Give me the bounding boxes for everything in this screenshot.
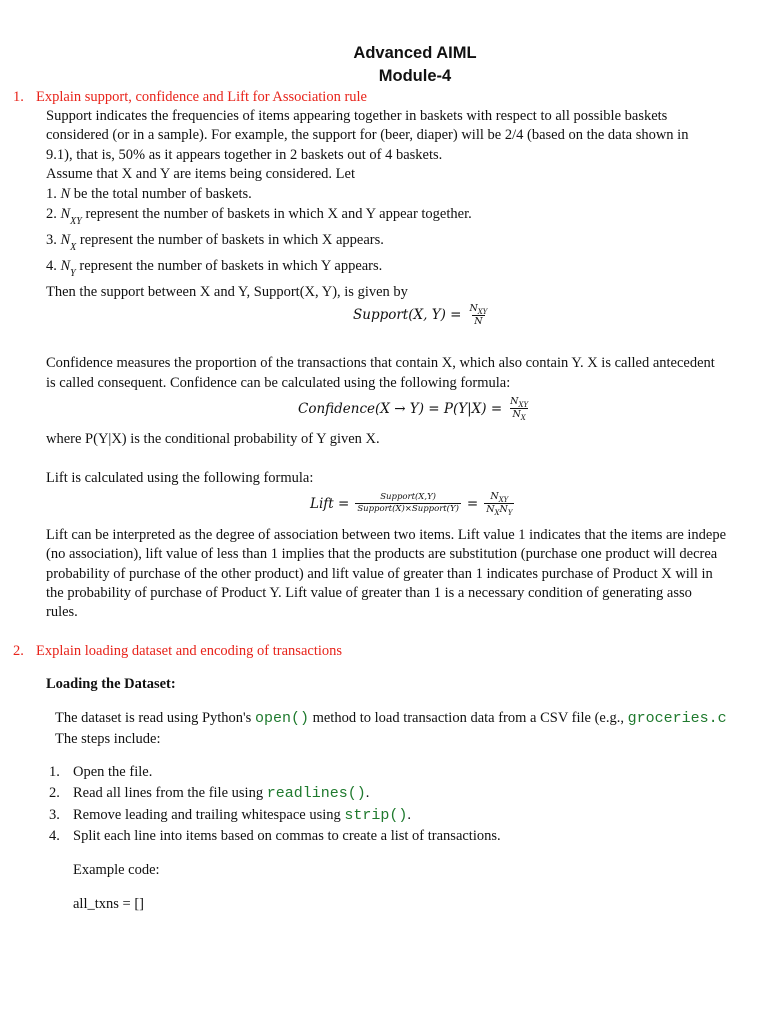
lift-count-fraction: $\frac{N_{XY}}{N_XN_Y}$ [486,491,513,517]
document-subtitle: Module-4 [378,67,452,85]
code-open: open() [254,710,309,727]
confidence-formula: Confidence(X → Y) = P(Y|X) = $\frac{N_{XY}}{N_X}$ [298,396,529,422]
dataset-intro-line-1: The dataset is read using Python's open() method to load transaction data from a CSV file (e.g., groceries.c [55,710,727,727]
question-1-number: 1. [13,89,24,105]
lift-support-fraction: $\frac{\text{Support(X,Y)}}{\text{Support(X)×Support(Y)}}$ [357,492,459,514]
question-2-number: 2. [13,643,24,659]
support-paragraph-line-2: considered (or in a sample). For example, the support for (beer, diaper) will be 2/4 (based on the data shown in [46,127,689,143]
lift-line-2: (no association), lift value of less than 1 implies that the products are substitution (purchase one product will decrea [46,546,718,562]
code-groceries-file: groceries.c [627,710,727,727]
step-3-number: 3. [49,807,60,823]
question-2-heading: Explain loading dataset and encoding of transactions [36,643,343,659]
definition-2: 2. $N_{XY}$ represent the number of baskets in which X and Y appear together. [46,206,472,227]
code-strip: strip() [344,807,408,824]
support-paragraph-line-3: 9.1), that is, 50% as it appears together in 2 baskets out of 4 baskets. [46,147,443,163]
example-code-line-1: all_txns = [] [73,896,144,912]
lift-formula: Lift = $\frac{\text{Support(X,Y)}}{\text{Support(X)×Support(Y)}}$ = $\frac{N_{XY}}{N_XN_Y}$ [310,491,513,517]
step-1-number: 1. [49,764,60,780]
code-readlines: readlines() [266,785,366,802]
step-2-text: Read all lines from the file using readlines(). [73,785,370,802]
lift-line-1: Lift can be interpreted as the degree of association between two items. Lift value 1 indicates that the items are indepe [46,527,727,543]
step-4-text: Split each line into items based on commas to create a list of transactions. [73,828,501,844]
confidence-where: where P(Y|X) is the conditional probability of Y given X. [46,431,380,447]
support-formula: Support(X, Y) = $\frac{N_{XY}}{N}$ [353,303,488,327]
lift-intro: Lift is calculated using the following formula: [46,470,314,486]
definition-1: 1. N be the total number of baskets. [46,186,252,202]
step-4-number: 4. [49,828,60,844]
assume-line: Assume that X and Y are items being considered. Let [46,166,355,182]
support-fraction: $\frac{N_{XY}}{N}$ [469,303,488,327]
confidence-line-2: is called consequent. Confidence can be calculated using the following formula: [46,375,511,391]
step-3-text: Remove leading and trailing whitespace using strip(). [73,807,412,824]
lift-line-4: the probability of purchase of Product Y. Lift value of greater than 1 is a necessary condition of generating asso [46,585,692,601]
confidence-fraction: $\frac{N_{XY}}{N_X}$ [510,396,529,422]
support-intro: Then the support between X and Y, Support(X, Y), is given by [46,284,408,300]
dataset-intro-line-2: The steps include: [55,731,161,747]
example-code-label: Example code: [73,862,160,878]
loading-dataset-subheading: Loading the Dataset: [46,676,176,692]
support-paragraph-line-1: Support indicates the frequencies of items appearing together in baskets with respect to all possible baskets [46,108,668,124]
step-1-text: Open the file. [73,764,153,780]
lift-line-5: rules. [46,604,78,620]
definition-4: 4. $N_Y$ represent the number of baskets in which Y appears. [46,258,383,279]
document-title: Advanced AIML [353,44,477,62]
question-1-heading: Explain support, confidence and Lift for Association rule [36,89,367,105]
step-2-number: 2. [49,785,60,801]
confidence-line-1: Confidence measures the proportion of the transactions that contain X, which also contain Y. X is called antecedent [46,355,715,371]
lift-line-3: probability of purchase of the other product) and lift value of greater than 1 indicates purchase of Product X will in [46,566,713,582]
definition-3: 3. $N_X$ represent the number of baskets in which X appears. [46,232,384,253]
